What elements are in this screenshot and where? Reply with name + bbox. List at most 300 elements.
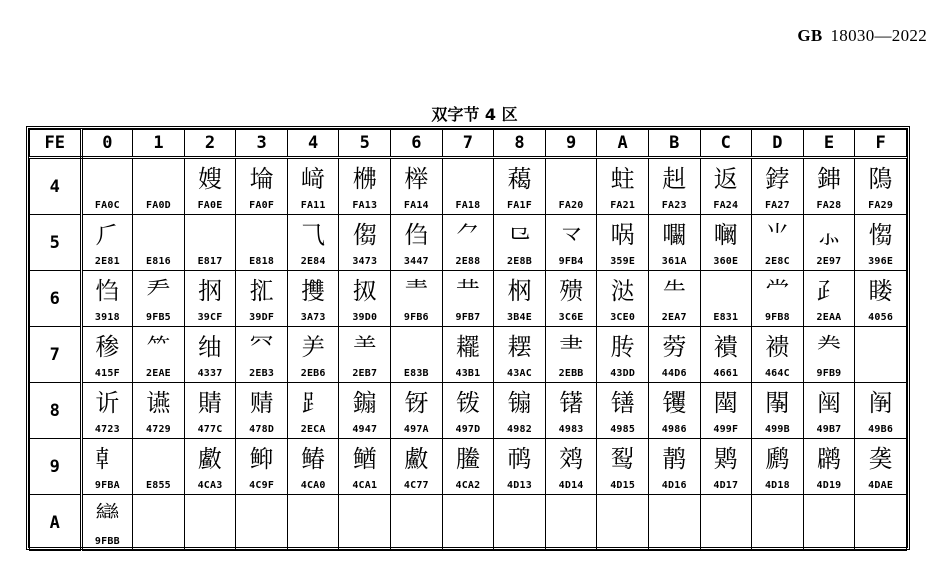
cell-glyph: 龶 — [404, 277, 429, 305]
cell-glyph: 﨑 — [301, 165, 326, 193]
code-cell — [855, 327, 907, 383]
cell-codepoint: 4DAE — [868, 480, 894, 491]
standard-code: 18030—2022 — [830, 26, 927, 45]
cell-codepoint: 4729 — [146, 424, 171, 435]
cell-codepoint: 2EBB — [558, 368, 584, 379]
table-title: 双字节 4 区 — [431, 105, 518, 124]
cell-glyph: ⺁ — [95, 221, 120, 249]
cell-codepoint: 4983 — [558, 424, 584, 435]
cell-glyph: 榉 — [404, 165, 429, 193]
column-header: 2 — [184, 130, 236, 158]
cell-glyph: 䥺 — [404, 389, 429, 417]
cell-glyph: ⺷ — [352, 333, 377, 361]
code-cell — [648, 383, 700, 439]
table-row — [30, 439, 907, 495]
code-cell — [494, 495, 546, 551]
cell-glyph: 龷 — [455, 277, 480, 305]
cell-codepoint: 4056 — [868, 312, 894, 323]
code-cell — [855, 439, 907, 495]
cell-codepoint: 3C6E — [558, 312, 584, 323]
code-cell — [752, 439, 804, 495]
cell-codepoint: 9FB4 — [558, 256, 584, 267]
code-cell — [545, 158, 597, 215]
cell-codepoint: 2E81 — [94, 256, 120, 267]
cell-codepoint: 396E — [868, 256, 894, 267]
cell-codepoint: FA1F — [507, 200, 532, 211]
cell-glyph: 龵 — [146, 277, 171, 305]
cell-glyph: 返 — [713, 165, 738, 193]
cell-codepoint: E816 — [146, 256, 171, 267]
cell-glyph: 䲡 — [352, 445, 377, 473]
cell-codepoint: 2EB7 — [352, 368, 378, 379]
cell-codepoint: 499B — [764, 424, 790, 435]
cell-codepoint: 2EA7 — [661, 312, 687, 323]
cell-codepoint: 4723 — [94, 424, 120, 435]
cell-codepoint: 4CA2 — [455, 480, 481, 491]
code-cell — [442, 383, 494, 439]
cell-codepoint: 415F — [94, 368, 120, 379]
code-cell — [287, 327, 339, 383]
cell-codepoint: 499F — [713, 424, 739, 435]
cell-glyph: 䴔 — [559, 445, 584, 473]
cell-codepoint: 4D19 — [816, 480, 842, 491]
cell-glyph: 㭎 — [507, 277, 532, 305]
cell-glyph: 䌷 — [198, 333, 223, 361]
code-cell — [133, 215, 185, 271]
code-cell — [391, 495, 443, 551]
code-cell — [597, 327, 649, 383]
cell-glyph: 䴕 — [610, 445, 635, 473]
code-cell — [597, 383, 649, 439]
cell-codepoint: 3918 — [94, 312, 120, 323]
cell-codepoint: 9FB9 — [816, 368, 842, 379]
code-cell — [855, 158, 907, 215]
cell-glyph: 龸 — [765, 277, 790, 305]
cell-codepoint: E855 — [146, 480, 171, 491]
code-cell — [184, 215, 236, 271]
code-cell — [752, 327, 804, 383]
code-cell — [803, 439, 855, 495]
code-cell — [184, 158, 236, 215]
cell-glyph: 㑳 — [352, 221, 377, 249]
code-cell — [855, 495, 907, 551]
code-cell — [287, 495, 339, 551]
table-row — [30, 158, 907, 215]
code-cell — [442, 271, 494, 327]
cell-codepoint: FA28 — [816, 200, 842, 211]
cell-glyph: 㥮 — [868, 221, 893, 249]
cell-glyph: 䲢 — [455, 445, 480, 473]
code-cell — [597, 439, 649, 495]
cell-codepoint: FA0C — [94, 200, 120, 211]
code-cell — [133, 439, 185, 495]
code-cell — [648, 439, 700, 495]
cell-glyph: ⺻ — [559, 333, 584, 361]
code-cell — [648, 327, 700, 383]
column-header: B — [648, 130, 700, 158]
cell-codepoint: 9FBA — [94, 480, 120, 491]
cell-glyph: ⺧ — [662, 277, 687, 305]
code-cell — [81, 271, 133, 327]
column-header: A — [597, 130, 649, 158]
code-cell — [339, 439, 391, 495]
cell-codepoint: FA20 — [558, 200, 584, 211]
cell-codepoint: 9FB7 — [455, 312, 481, 323]
code-cell — [339, 327, 391, 383]
code-cell — [855, 383, 907, 439]
cell-codepoint: 2ECA — [300, 424, 326, 435]
cell-glyph: 䦃 — [559, 389, 584, 417]
cell-codepoint: 2EB6 — [300, 368, 326, 379]
code-cell — [700, 439, 752, 495]
code-cell — [752, 383, 804, 439]
cell-glyph: 䓖 — [662, 333, 687, 361]
cell-codepoint: FA23 — [661, 200, 687, 211]
cell-glyph: 䜣 — [95, 389, 120, 417]
code-cell — [442, 327, 494, 383]
code-cell — [236, 383, 288, 439]
column-header: 3 — [236, 130, 288, 158]
code-cell — [133, 158, 185, 215]
code-cell — [184, 327, 236, 383]
cell-glyph: 䞍 — [249, 389, 274, 417]
cell-glyph: 䎬 — [507, 333, 532, 361]
cell-glyph: ⺈ — [455, 221, 480, 249]
table-row — [30, 495, 907, 551]
cell-codepoint: 4CA0 — [300, 480, 326, 491]
cell-codepoint: FA13 — [352, 200, 378, 211]
code-cell — [81, 495, 133, 551]
column-header-row — [30, 130, 907, 158]
code-cell — [287, 383, 339, 439]
code-cell — [391, 271, 443, 327]
cell-glyph: 龴 — [559, 221, 584, 249]
cell-codepoint: FA14 — [403, 200, 429, 211]
cell-glyph: 㧐 — [352, 277, 377, 305]
cell-codepoint: 49B7 — [816, 424, 842, 435]
cell-glyph: 䴓 — [507, 445, 532, 473]
cell-glyph: 龻 — [95, 501, 120, 529]
code-cell — [287, 215, 339, 271]
code-cell — [81, 327, 133, 383]
cell-glyph: ⺳ — [249, 333, 274, 361]
cell-codepoint: FA0E — [197, 200, 223, 211]
cell-codepoint: 478D — [249, 424, 275, 435]
code-cell — [236, 215, 288, 271]
cell-glyph: 䝼 — [198, 389, 223, 417]
cell-codepoint: 4D16 — [661, 480, 687, 491]
code-cell — [648, 495, 700, 551]
cell-glyph: 龹 — [816, 333, 841, 361]
code-cell — [391, 158, 443, 215]
cell-codepoint: 2EAE — [146, 368, 171, 379]
code-cell — [855, 215, 907, 271]
code-cell — [442, 495, 494, 551]
column-header: D — [752, 130, 804, 158]
cell-codepoint: 2E8B — [507, 256, 532, 267]
cell-codepoint: 4982 — [507, 424, 532, 435]
code-cell — [81, 383, 133, 439]
code-cell — [700, 383, 752, 439]
code-cell — [803, 158, 855, 215]
cell-codepoint: E831 — [713, 312, 739, 323]
table-row — [30, 327, 907, 383]
code-cell — [803, 495, 855, 551]
cell-codepoint: 4D17 — [713, 480, 739, 491]
cell-codepoint: 2E84 — [300, 256, 326, 267]
code-table-frame — [26, 126, 910, 550]
cell-glyph: 䲣 — [198, 445, 223, 473]
cell-codepoint: FA29 — [868, 200, 894, 211]
row-header: 6 — [30, 271, 82, 327]
cell-glyph: 䲟 — [249, 445, 274, 473]
code-cell — [700, 215, 752, 271]
code-cell — [752, 158, 804, 215]
row-header: A — [30, 495, 82, 551]
code-cell — [287, 158, 339, 215]
cell-glyph: 鋛 — [816, 165, 841, 193]
cell-glyph: 隝 — [868, 165, 893, 193]
cell-glyph: ⻊ — [301, 389, 326, 417]
cell-glyph: 䲠 — [301, 445, 326, 473]
column-header: 9 — [545, 130, 597, 158]
code-cell — [545, 215, 597, 271]
cell-glyph: 䥽 — [455, 389, 480, 417]
row-header: 8 — [30, 383, 82, 439]
cell-codepoint: 2E97 — [816, 256, 842, 267]
cell-glyph: 䁖 — [868, 277, 893, 305]
cell-codepoint: 4986 — [661, 424, 687, 435]
table-row — [30, 271, 907, 327]
code-cell — [700, 271, 752, 327]
code-cell — [648, 215, 700, 271]
code-cell — [700, 495, 752, 551]
cell-glyph: 㤘 — [95, 277, 120, 305]
code-cell — [81, 439, 133, 495]
column-header: 0 — [81, 130, 133, 158]
cell-codepoint: 361A — [661, 256, 687, 267]
code-cell — [184, 271, 236, 327]
cell-glyph: ⺶ — [301, 333, 326, 361]
code-cell — [391, 383, 443, 439]
cell-glyph: 䦶 — [868, 389, 893, 417]
cell-codepoint: 4985 — [610, 424, 636, 435]
code-cell — [442, 158, 494, 215]
code-cell — [391, 215, 443, 271]
cell-codepoint: E818 — [249, 256, 275, 267]
cell-glyph: ⺪ — [816, 277, 841, 305]
cell-glyph: 䏝 — [610, 333, 635, 361]
code-cell — [803, 271, 855, 327]
cell-codepoint: 9FB8 — [764, 312, 790, 323]
cell-codepoint: FA11 — [300, 200, 326, 211]
code-cell — [236, 495, 288, 551]
cell-codepoint: 359E — [610, 256, 636, 267]
cell-glyph: 䦟 — [713, 389, 738, 417]
cell-codepoint: 39CF — [197, 312, 223, 323]
row-header: 4 — [30, 158, 82, 215]
cell-codepoint: E83B — [403, 368, 429, 379]
column-header: 1 — [133, 130, 185, 158]
cell-glyph: 鋍 — [765, 165, 790, 193]
cell-glyph: 䎱 — [455, 333, 480, 361]
cell-glyph: 䅟 — [95, 333, 120, 361]
cell-codepoint: 9FB5 — [146, 312, 171, 323]
cell-glyph: 埨 — [249, 165, 274, 193]
cell-glyph: 梻 — [352, 165, 377, 193]
column-header: C — [700, 130, 752, 158]
cell-codepoint: 2EB3 — [249, 368, 275, 379]
code-cell — [803, 215, 855, 271]
code-table — [29, 129, 907, 551]
cell-codepoint: 4D13 — [507, 480, 532, 491]
cell-glyph: 䦷 — [816, 389, 841, 417]
cell-glyph: 䴘 — [765, 445, 790, 473]
cell-glyph: ⺄ — [301, 221, 326, 249]
code-cell — [597, 495, 649, 551]
code-cell — [752, 215, 804, 271]
column-header: 7 — [442, 130, 494, 158]
cell-codepoint: 4C77 — [403, 480, 429, 491]
cell-codepoint: 360E — [713, 256, 739, 267]
column-header: 8 — [494, 130, 546, 158]
cell-glyph: 䦆 — [662, 389, 687, 417]
code-cell — [133, 383, 185, 439]
code-cell — [855, 271, 907, 327]
cell-glyph: 䶮 — [868, 445, 893, 473]
column-header: 6 — [391, 130, 443, 158]
code-cell — [442, 439, 494, 495]
code-cell — [236, 271, 288, 327]
column-header: 4 — [287, 130, 339, 158]
cell-codepoint: 3447 — [403, 256, 429, 267]
cell-codepoint: 4337 — [197, 368, 223, 379]
cell-glyph: 䦂 — [507, 389, 532, 417]
cell-codepoint: 39D0 — [352, 312, 378, 323]
cell-codepoint: 4CA3 — [197, 480, 223, 491]
cell-codepoint: 9FBB — [94, 536, 120, 547]
code-cell — [597, 215, 649, 271]
code-cell — [339, 215, 391, 271]
cell-glyph: 㧏 — [198, 277, 223, 305]
code-cell — [545, 495, 597, 551]
cell-glyph: 㩳 — [301, 277, 326, 305]
cell-codepoint: 2E8C — [764, 256, 790, 267]
cell-glyph: 㑇 — [404, 221, 429, 249]
code-cell — [339, 271, 391, 327]
code-cell — [803, 383, 855, 439]
cell-glyph: 䙡 — [713, 333, 738, 361]
cell-codepoint: E817 — [197, 256, 223, 267]
row-header: 5 — [30, 215, 82, 271]
code-cell — [184, 439, 236, 495]
code-cell — [700, 158, 752, 215]
cell-glyph: 䴗 — [713, 445, 738, 473]
cell-glyph: 㘚 — [662, 221, 687, 249]
code-cell — [236, 158, 288, 215]
column-header: 5 — [339, 130, 391, 158]
code-cell — [236, 439, 288, 495]
code-cell — [494, 158, 546, 215]
cell-glyph: ⺮ — [146, 333, 171, 361]
code-cell — [287, 271, 339, 327]
cell-glyph: 䴙 — [816, 445, 841, 473]
cell-glyph: 㳠 — [610, 277, 635, 305]
cell-glyph: 赳 — [662, 165, 687, 193]
standard-prefix: GB — [797, 26, 823, 45]
cell-codepoint: 4D15 — [610, 480, 636, 491]
code-cell — [442, 215, 494, 271]
cell-codepoint: 2EAA — [816, 312, 842, 323]
cell-codepoint: 3473 — [352, 256, 378, 267]
code-cell — [391, 439, 443, 495]
standard-number — [797, 26, 927, 46]
code-cell — [494, 271, 546, 327]
code-cell — [803, 327, 855, 383]
cell-glyph: 䱷 — [404, 445, 429, 473]
cell-codepoint: 44D6 — [661, 368, 687, 379]
cell-glyph: 㱮 — [559, 277, 584, 305]
code-cell — [287, 439, 339, 495]
row-header: 9 — [30, 439, 82, 495]
code-cell — [752, 495, 804, 551]
code-cell — [648, 271, 700, 327]
code-cell — [545, 383, 597, 439]
cell-glyph: 䴖 — [662, 445, 687, 473]
code-cell — [494, 327, 546, 383]
cell-glyph: 䙌 — [765, 333, 790, 361]
cell-glyph: 䜩 — [146, 389, 171, 417]
code-cell — [391, 327, 443, 383]
cell-codepoint: FA0D — [146, 200, 171, 211]
table-row — [30, 215, 907, 271]
cell-glyph: 蛀 — [610, 165, 635, 193]
cell-glyph: 嫂 — [198, 165, 223, 193]
cell-codepoint: 3CE0 — [610, 312, 636, 323]
cell-codepoint: 464C — [764, 368, 790, 379]
cell-glyph: 藒 — [507, 165, 532, 193]
code-cell — [700, 327, 752, 383]
code-cell — [494, 215, 546, 271]
code-cell — [597, 271, 649, 327]
cell-codepoint: 3A73 — [300, 312, 326, 323]
cell-codepoint: 4947 — [352, 424, 378, 435]
code-cell — [81, 215, 133, 271]
cell-glyph: ⺗ — [816, 221, 841, 249]
cell-codepoint: 39DF — [249, 312, 275, 323]
code-cell — [494, 383, 546, 439]
cell-glyph: 䦅 — [610, 389, 635, 417]
table-body — [30, 158, 907, 551]
cell-codepoint: 497A — [403, 424, 429, 435]
code-cell — [494, 439, 546, 495]
cell-glyph: 龺 — [95, 445, 120, 473]
code-cell — [545, 439, 597, 495]
column-header: E — [803, 130, 855, 158]
cell-codepoint: 497D — [455, 424, 481, 435]
code-cell — [339, 383, 391, 439]
cell-codepoint: 43DD — [610, 368, 636, 379]
cell-codepoint: FA24 — [713, 200, 739, 211]
cell-codepoint: FA27 — [764, 200, 790, 211]
table-row — [30, 383, 907, 439]
cell-glyph: 䦛 — [765, 389, 790, 417]
cell-glyph: 㧟 — [249, 277, 274, 305]
column-header: F — [855, 130, 907, 158]
code-cell — [184, 383, 236, 439]
code-cell — [597, 158, 649, 215]
cell-codepoint: 9FB6 — [403, 312, 429, 323]
